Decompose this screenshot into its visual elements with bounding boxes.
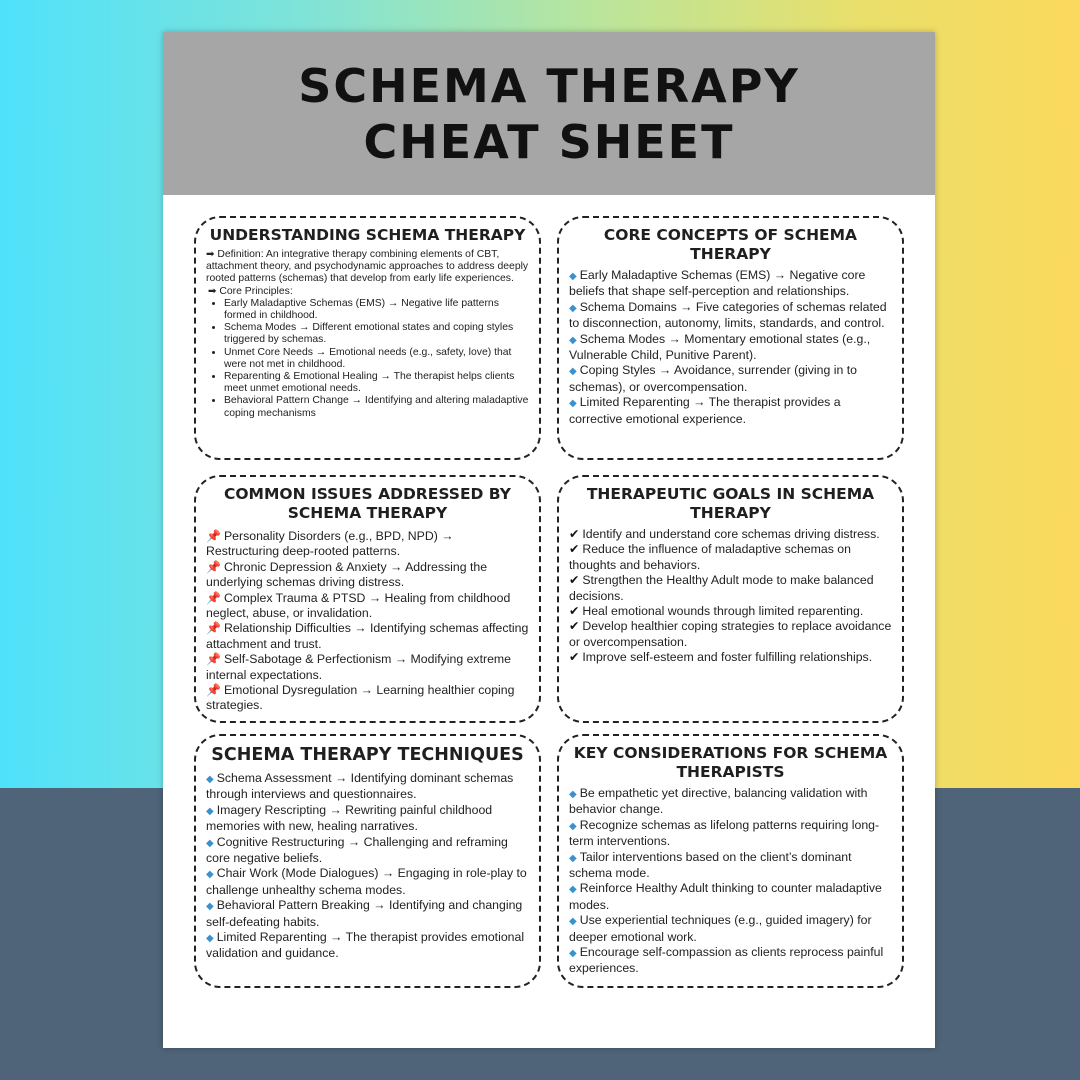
- checkmark-icon: ✔: [569, 604, 580, 619]
- list-item: ◆ Use experiential techniques (e.g., guided imagery) for deeper emotional work.: [569, 913, 872, 944]
- list-item: 📌 Relationship Difficulties → Identifying schemas affecting attachment and trust.: [206, 621, 529, 651]
- checkmark-icon: ✔: [569, 619, 580, 634]
- list-item: 📌 Complex Trauma & PTSD → Healing from childhood neglect, abuse, or invalidation.: [206, 590, 511, 621]
- list-item: ◆ Coping Styles → Avoidance, surrender (giving in to schemas), or overcompensation.: [569, 363, 857, 394]
- list-item: ◆ Schema Assessment → Identifying dominant schemas through interviews and questionnaires.: [206, 771, 514, 802]
- diamond-icon: ◆: [206, 837, 214, 849]
- list-item: ◆ Encourage self-compassion as clients reprocess painful experiences.: [569, 945, 884, 976]
- pushpin-icon: 📌: [206, 529, 221, 543]
- page-title-line-2: CHEAT SHEET: [363, 114, 735, 169]
- card-title: CORE CONCEPTS OF SCHEMA THERAPY: [603, 226, 858, 263]
- list-item: ✔ Heal emotional wounds through limited reparenting.: [569, 604, 864, 619]
- list-item: ◆ Imagery Rescripting → Rewriting painful childhood memories with new, healing narratives.: [206, 802, 493, 834]
- diamond-icon: ◆: [206, 774, 214, 785]
- card-therapeutic-goals: [557, 475, 904, 723]
- diamond-icon: ◆: [569, 334, 577, 346]
- pushpin-icon: 📌: [206, 683, 221, 698]
- page-title-line-1: SCHEMA THERAPY: [298, 58, 800, 113]
- list-item: ◆ Recognize schemas as lifelong patterns requiring long-term interventions.: [569, 817, 880, 849]
- pushpin-icon: 📌: [206, 621, 221, 636]
- list-item: • Schema Modes → Different emotional states and coping styles triggered by schemas.: [224, 322, 529, 346]
- definition-item: [206, 249, 529, 286]
- diamond-icon: ◆: [569, 852, 577, 864]
- diamond-icon: ◆: [569, 948, 577, 960]
- principles-list: [206, 298, 529, 420]
- diamond-icon: ◆: [569, 302, 577, 314]
- card-title: UNDERSTANDING SCHEMA THERAPY: [209, 226, 526, 244]
- list-item: 📌 Self-Sabotage & Perfectionism → Modifying extreme internal expectations.: [206, 652, 512, 682]
- card-key-considerations: [557, 734, 904, 988]
- list-item: • Unmet Core Needs → Emotional needs (e.g., safety, love) that were not met in childhood.: [224, 347, 529, 371]
- diamond-icon: ◆: [569, 398, 577, 410]
- list-item: • Early Maladaptive Schemas (EMS) → Negative life patterns formed in childhood.: [224, 298, 529, 322]
- card-understanding: [194, 216, 541, 460]
- card-title: THERAPEUTIC GOALS IN SCHEMA THERAPY: [586, 485, 875, 522]
- pushpin-icon: 📌: [206, 559, 221, 574]
- list-item: ◆ Limited Reparenting → The therapist provides emotional validation and guidance.: [206, 930, 525, 961]
- pushpin-icon: 📌: [206, 652, 221, 667]
- diamond-icon: ◆: [206, 933, 214, 945]
- checkmark-icon: ✔: [569, 650, 580, 665]
- diamond-icon: ◆: [569, 789, 577, 800]
- checkmark-icon: ✔: [569, 527, 580, 541]
- checkmark-icon: ✔: [569, 573, 580, 588]
- list-item: ✔ Reduce the influence of maladaptive schemas on thoughts and behaviors.: [569, 542, 851, 572]
- list-item: ◆ Tailor interventions based on the client’s dominant schema mode.: [569, 849, 852, 881]
- list-item: ✔ Strengthen the Healthy Adult mode to make balanced decisions.: [569, 573, 874, 603]
- checkmark-icon: ✔: [569, 542, 580, 557]
- pushpin-icon: 📌: [206, 590, 221, 605]
- list-item: ◆ Behavioral Pattern Breaking → Identifying and changing self-defeating habits.: [206, 898, 523, 929]
- card-techniques: [194, 734, 541, 988]
- list-item: 📌 Emotional Dysregulation → Learning healthier coping strategies.: [206, 683, 515, 713]
- list-item: ◆ Cognitive Restructuring → Challenging and reframing core negative beliefs.: [206, 834, 508, 866]
- card-title: SCHEMA THERAPY TECHNIQUES: [211, 745, 524, 765]
- list-item: 📌 Personality Disorders (e.g., BPD, NPD) → Restructuring deep-rooted patterns.: [206, 529, 454, 559]
- card-common-issues: [194, 475, 541, 723]
- diamond-icon: ◆: [206, 805, 214, 817]
- diamond-icon: ◆: [569, 916, 577, 928]
- list-item: ✔ Identify and understand core schemas driving distress.: [569, 527, 880, 541]
- cheat-sheet-page: [163, 32, 935, 1048]
- title-banner: [163, 32, 935, 195]
- diamond-icon: ◆: [569, 271, 577, 282]
- diamond-icon: ◆: [569, 366, 577, 378]
- diamond-icon: ◆: [569, 884, 577, 896]
- card-core-concepts: [557, 216, 904, 460]
- list-item: ◆ Be empathetic yet directive, balancing validation with behavior change.: [569, 786, 868, 817]
- diamond-icon: ◆: [569, 820, 577, 832]
- list-item: • Behavioral Pattern Change → Identifying and altering maladaptive coping mechanisms: [224, 395, 529, 419]
- diamond-icon: ◆: [206, 869, 214, 881]
- list-item: ✔ Develop healthier coping strategies to replace avoidance or overcompensation.: [569, 619, 892, 649]
- definition-text: Definition: An integrative therapy combining elements of CBT, attachment theory, and psychodynamic approaches to address deeply rooted patterns (schemas) that develop from early life experiences.: [206, 249, 529, 285]
- core-principles-text: Core Principles:: [219, 285, 293, 297]
- list-item: • Reparenting & Emotional Healing → The therapist helps clients meet unmet emotional needs.: [224, 371, 529, 395]
- list-item: ◆ Schema Domains → Five categories of schemas related to disconnection, autonomy, limits, standards, and control.: [569, 299, 887, 331]
- list-item: ◆ Reinforce Healthy Adult thinking to counter maladaptive modes.: [569, 881, 882, 912]
- core-principles-label: [206, 286, 529, 298]
- card-title: KEY CONSIDERATIONS FOR SCHEMA THERAPISTS: [573, 744, 888, 781]
- list-item: ◆ Limited Reparenting → The therapist provides a corrective emotional experience.: [569, 395, 841, 426]
- list-item: ✔ Improve self-esteem and foster fulfilling relationships.: [569, 650, 873, 665]
- list-item: ◆ Schema Modes → Momentary emotional states (e.g., Vulnerable Child, Punitive Parent).: [569, 331, 871, 363]
- arrow-right-icon: ➡: [208, 285, 217, 297]
- list-item: 📌 Chronic Depression & Anxiety → Addressing the underlying schemas driving distress.: [206, 559, 488, 590]
- list-item: ◆ Early Maladaptive Schemas (EMS) → Negative core beliefs that shape self-perception and relationships.: [569, 268, 866, 299]
- list-item: ◆ Chair Work (Mode Dialogues) → Engaging in role-play to challenge unhealthy schema modes.: [206, 866, 527, 897]
- diamond-icon: ◆: [206, 901, 214, 913]
- card-title: COMMON ISSUES ADDRESSED BY SCHEMA THERAPY: [224, 485, 511, 522]
- arrow-right-icon: ➡: [206, 249, 215, 260]
